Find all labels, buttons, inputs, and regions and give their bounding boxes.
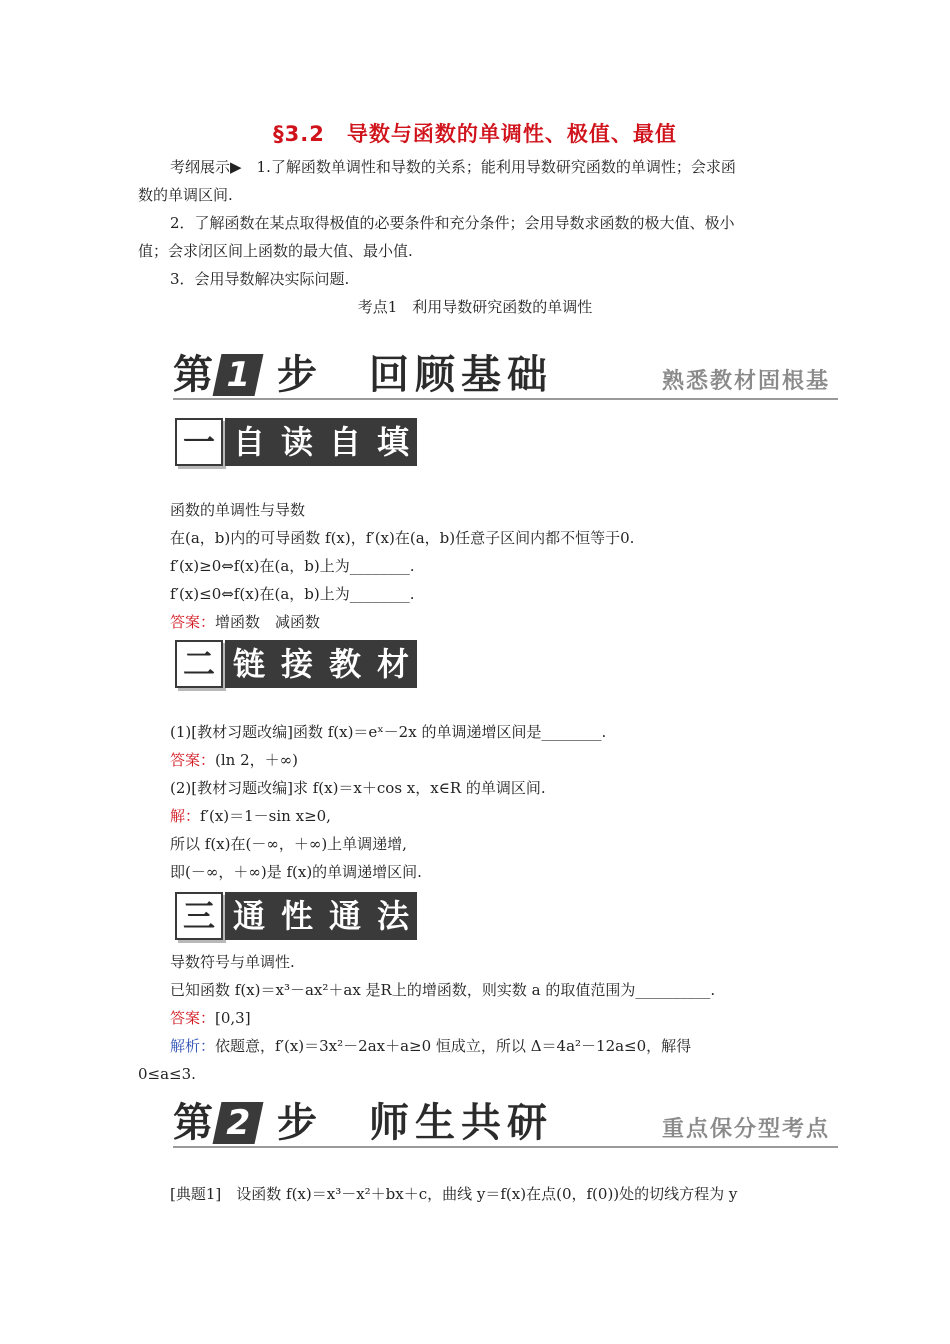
s1-answer	[170, 612, 850, 632]
s2-answer-label: 答案：	[170, 751, 216, 769]
outline-line-3: 2．了解函数在某点取得极值的必要条件和充分条件；会用导数求函数的极大值、极小	[170, 214, 735, 232]
s3-analysis-text-1: 依题意，f′(x)＝3x²－2ax＋a≥0 恒成立，所以 Δ＝4a²－12a≤0，解得	[215, 1037, 692, 1055]
s3-question: 已知函数 f(x)＝x³－ax²＋ax 是R上的增函数，则实数 a 的取值范围为__________.	[170, 981, 716, 999]
s1-heading: 函数的单调性与导数	[170, 501, 306, 519]
step-2-title: 师生共研	[369, 1100, 553, 1146]
s2-answer-1	[170, 750, 850, 770]
step-1-prefix: 第	[173, 352, 215, 398]
step-1-rule	[173, 398, 838, 400]
step-2-word: 步	[277, 1100, 319, 1146]
s3-answer	[170, 1008, 850, 1028]
outline-line-5: 3．会用导数解决实际问题.	[170, 270, 350, 288]
step-2-number: 2	[213, 1102, 264, 1144]
s2-question-2: (2)[教材习题改编]求 f(x)＝x＋cos x，x∈R 的单调区间.	[170, 779, 546, 797]
s3-answer-text: [0,3]	[215, 1009, 251, 1027]
section-3-char-3: 通	[321, 892, 369, 940]
section-1-char-3: 自	[321, 418, 369, 466]
s1-answer-label: 答案：	[170, 613, 216, 631]
section-3-mark: 三	[175, 892, 223, 940]
s1-answer-text: 增函数 减函数	[215, 613, 321, 631]
step-1-word: 步	[277, 352, 319, 398]
step-2-rule	[173, 1146, 838, 1148]
section-3-char-2: 性	[273, 892, 321, 940]
s3-analysis-2: 0≤a≤3.	[138, 1065, 196, 1083]
step-1-title: 回顾基础	[369, 352, 553, 398]
step-1-banner	[173, 350, 838, 406]
step-2-subtitle: 重点保分型考点	[661, 1117, 830, 1142]
step-1-number: 1	[213, 354, 264, 396]
s2-question-1: (1)[教材习题改编]函数 f(x)＝eˣ－2x 的单调递增区间是________.	[170, 723, 607, 741]
example-1: [典题1] 设函数 f(x)＝x³－x²＋bx＋c，曲线 y＝f(x)在点(0，f(0))处的切线方程为 y	[170, 1185, 738, 1203]
section-2-char-3: 教	[321, 640, 369, 688]
s3-answer-label: 答案：	[170, 1009, 216, 1027]
s2-solution-3: 即(－∞，＋∞)是 f(x)的单调递增区间.	[170, 863, 422, 881]
s3-heading: 导数符号与单调性.	[170, 953, 295, 971]
step-1-subtitle: 熟悉教材固根基	[661, 369, 830, 394]
section-1-char-4: 填	[369, 418, 417, 466]
outline-line-4: 值；会求闭区间上函数的最大值、最小值.	[138, 242, 413, 260]
s2-answer-text: (ln 2，＋∞)	[215, 751, 298, 769]
s1-paragraph-1: 在(a，b)内的可导函数 f(x)，f′(x)在(a，b)任意子区间内都不恒等于0.	[170, 529, 635, 547]
s2-solution-2: 所以 f(x)在(－∞，＋∞)上单调递增,	[170, 835, 407, 853]
page-title: §3.2 导数与函数的单调性、极值、最值	[273, 122, 677, 146]
section-2-char-1: 链	[225, 640, 273, 688]
step-2-prefix: 第	[173, 1100, 215, 1146]
step-2-banner	[173, 1098, 838, 1154]
section-2-mark: 二	[175, 640, 223, 688]
s3-analysis-label: 解析：	[170, 1037, 216, 1055]
section-1-mark: 一	[175, 418, 223, 466]
s1-paragraph-2: f′(x)≥0⇔f(x)在(a，b)上为________.	[170, 557, 415, 575]
s3-analysis-1	[170, 1036, 850, 1056]
kaodian-heading: 考点1 利用导数研究函数的单调性	[357, 298, 593, 316]
section-3-char-4: 法	[369, 892, 417, 940]
s2-solution-text-1: f′(x)＝1－sin x≥0,	[200, 807, 331, 825]
outline-line-1: 考纲展示▶ 1.了解函数单调性和导数的关系；能利用导数研究函数的单调性；会求函	[170, 158, 736, 176]
s2-solution-1	[170, 806, 850, 826]
section-1-char-1: 自	[225, 418, 273, 466]
section-2-char-4: 材	[369, 640, 417, 688]
outline-line-2: 数的单调区间.	[138, 186, 233, 204]
s1-paragraph-3: f′(x)≤0⇔f(x)在(a，b)上为________.	[170, 585, 415, 603]
section-3-char-1: 通	[225, 892, 273, 940]
section-1-char-2: 读	[273, 418, 321, 466]
section-2-char-2: 接	[273, 640, 321, 688]
s2-solution-label: 解：	[170, 807, 201, 825]
